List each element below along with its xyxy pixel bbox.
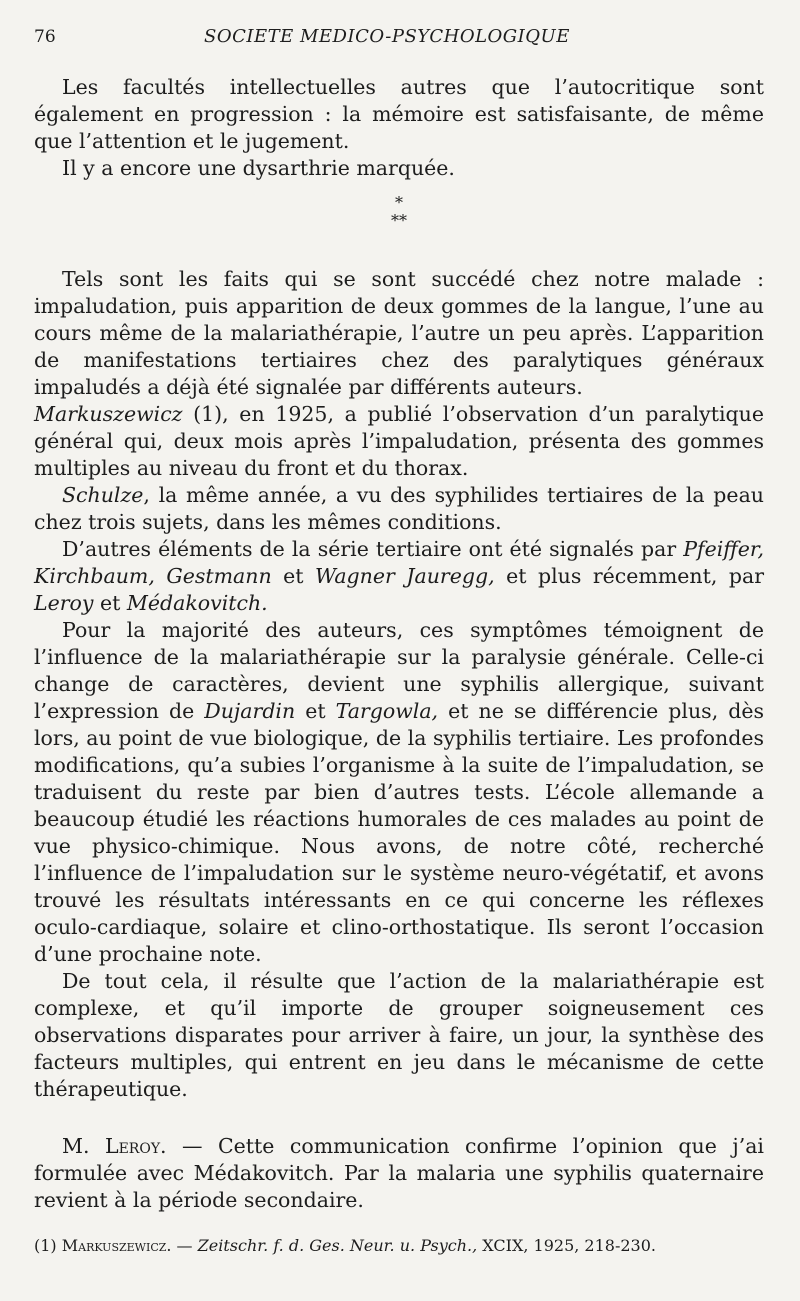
paragraph-faculties: Les facultés intellectuelles autres que l’autocritique sont également en progression : la mémoire est satisfaisante, de même que l’attention et le jugement. [34,75,764,153]
paragraph-conclusion: De tout cela, il résulte que l’action de la malariathérapie est complexe, et qu’il importe de grouper soigneusement ces observations disparates pour arriver à faire, un jour, la synthèse des facteurs multiples, qui entrent en jeu dans le mécanisme de cette thérapeutique. [34,969,764,1101]
author-medakovitch: Médakovitch. [126,591,268,615]
author-dujardin: Dujardin [204,699,296,723]
majority-text: Pour la majorité des auteurs, ces symptômes témoignent de l’influence de la malariathérapie sur la paralysie générale. Celle-ci change de caractères, devient une syphilis allergique, suivant l’expression de [34,618,764,723]
conjunction-et-2: et [93,591,127,615]
footnote-volume: XCIX, 1925, 218-230. [477,1236,656,1255]
paragraph-leroy-reply [34,1133,764,1214]
body-text [34,74,764,1214]
footnote-marker: (1) [34,1236,62,1255]
section-asterism [34,194,764,230]
footnote [34,1236,764,1255]
markuszewicz-text: (1), en 1925, a publié l’observation d’un paralytique général qui, deux mois après l’impaludation, présenta des gommes multiples au niveau du front et du thorax. [34,402,764,480]
schulze-text: , la même année, a vu des syphilides tertiaires de la peau chez trois sujets, dans les mêmes conditions. [34,483,764,534]
asterism-top-star: * [395,193,403,212]
paragraph-dysarthria: Il y a encore une dysarthrie marquée. [62,156,455,180]
paragraph-facts [34,266,764,482]
paragraph-majority [34,617,764,968]
asterism-bottom-stars: ** [391,211,407,230]
author-wagner-jauregg: Wagner Jauregg, [315,564,495,588]
page-number: 76 [34,27,56,47]
footnote-dash: — [171,1236,198,1255]
leroy-reply-text: — Cette communication confirme l’opinion que j’ai formulée avec Médakovitch. Par la malaria une syphilis quaternaire revient à la période secondaire. [34,1134,764,1212]
recently-text: et plus récemment, par [494,564,764,588]
running-header [34,26,764,56]
majority-text-rest: et ne se différencie plus, dès lors, au point de vue biologique, de la syphilis tertiaire. Les profondes modifications, qu’a subies l’organisme à la suite de l’impaludation, se traduisent du reste par bien d’autres tests. L’école allemande a beaucoup étudié les réactions humorales de ces malades au point de vue physico-chimique. Nous avons, de notre côté, recherché l’influence de l’impaludation sur le système neuro-végétatif, et avons trouvé les résultats intéressants en ce qui concerne les réflexes oculo-cardiaque, solaire et clino-orthostatique. Ils seront l’occasion d’une prochaine note. [34,699,765,966]
paragraph-other-elements [34,536,764,617]
footnote-source: Zeitschr. f. d. Ges. Neur. u. Psych., [197,1236,478,1255]
author-leroy: Leroy [34,591,94,615]
other-elements-text: D’autres éléments de la série tertiaire ont été signalés par [62,537,684,561]
facts-text: Tels sont les faits qui se sont succédé chez notre malade : impaludation, puis apparition de deux gommes de la langue, l’une au cours même de la malariathérapie, l’autre un peu après. L’apparition de manifestations tertiaires chez des paralytiques généraux impaludés a déjà été signalée par différents auteurs. [34,267,764,399]
author-targowla: Targowla, [335,699,439,723]
conjunction-et-3: et [295,699,336,723]
authors-pfeiffer-group: Pfeiffer, Kirchbaum, Gestmann [34,537,764,588]
journal-title: SOCIETE MEDICO-PSYCHOLOGIQUE [204,26,570,47]
conjunction-et: et [271,564,316,588]
author-schulze: Schulze [62,483,144,507]
author-markuszewicz: Markuszewicz [34,402,183,426]
speaker-leroy: M. Leroy. [62,1134,167,1158]
paragraph-schulze [34,482,764,536]
footnote-author: Markuszewicz. [61,1236,172,1255]
paragraph-gap [34,1103,764,1133]
